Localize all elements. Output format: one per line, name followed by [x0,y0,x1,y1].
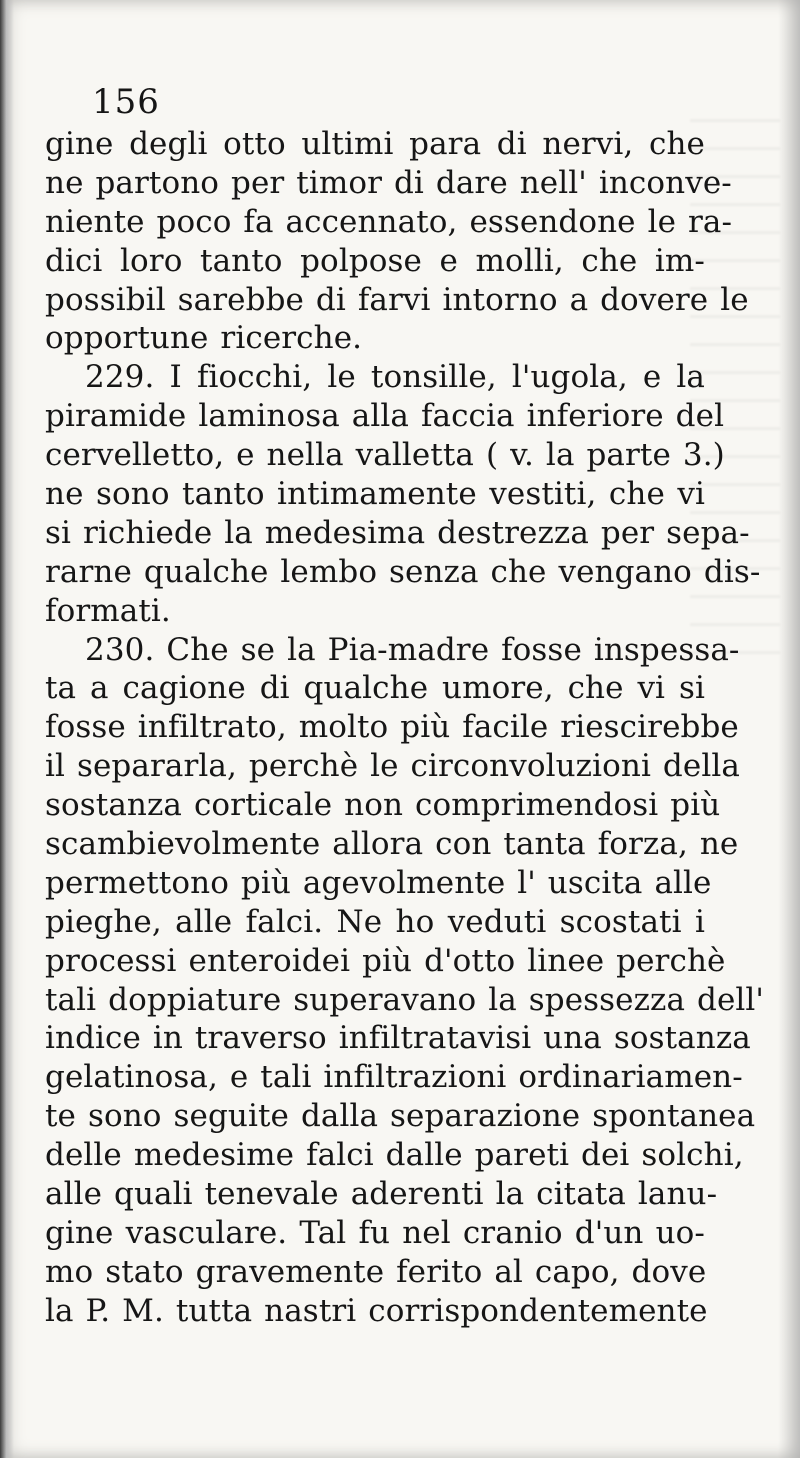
text-line: alle quali tenevale aderenti la citata lanu- [45,1176,718,1213]
body-text [45,125,765,1331]
text-line: formati. [45,592,171,629]
text-line: te sono seguite dalla separazione spontanea [45,1098,756,1135]
text-line: possibil sarebbe di farvi intorno a dovere le [45,281,749,318]
paragraph-229-line: 229. I fiocchi, le tonsille, l'ugola, e la [85,359,705,396]
text-line: pieghe, alle falci. Ne ho veduti scostati i [45,903,705,940]
text-line: opportune ricerche. [45,320,363,357]
text-line: ta a cagione di qualche umore, che vi si [45,670,705,707]
paragraph-230-line: 230. Che se la Pia-madre fosse inspessa- [85,631,740,668]
text-line: il separarla, perchè le circonvoluzioni della [45,748,740,785]
text-line: cervelletto, e nella valletta ( v. la parte 3.) [45,437,725,474]
text-line: mo stato gravemente ferito al capo, dove [45,1253,707,1290]
text-line: ne sono tanto intimamente vestiti, che vi [45,476,705,513]
text-line: dici loro tanto polpose e molli, che im- [45,242,705,279]
page-shadow-right [778,0,800,1458]
text-line: ne partono per timor di dare nell' inconve- [45,164,732,201]
text-line: scambievolmente allora con tanta forza, ne [45,826,739,863]
text-line: niente poco fa accennato, essendone le ra- [45,203,733,240]
text-line: delle medesime falci dalle pareti dei solchi, [45,1137,744,1174]
text-line: gelatinosa, e tali infiltrazioni ordinariamen- [45,1059,743,1096]
page-number: 156 [92,82,160,122]
text-line: sostanza corticale non comprimendosi più [45,787,721,824]
text-line: gine vasculare. Tal fu nel cranio d'un uo- [45,1214,705,1251]
text-line: si richiede la medesima destrezza per sepa- [45,514,750,551]
text-line: processi enteroidei più d'otto linee perchè [45,942,726,979]
text-line: gine degli otto ultimi para di nervi, che [45,126,705,162]
text-line: piramide laminosa alla faccia inferiore del [45,398,725,435]
text-line: la P. M. tutta nastri corrispondentemente [45,1292,708,1329]
text-line: indice in traverso infiltratavisi una sostanza [45,1020,751,1057]
text-line: fosse infiltrato, molto più facile riescirebbe [45,709,739,746]
page-shadow-left [0,0,14,1458]
text-line: permettono più agevolmente l' uscita alle [45,864,712,901]
text-line: rarne qualche lembo senza che vengano dis- [45,553,761,590]
text-line: tali doppiature superavano la spessezza dell' [45,981,765,1018]
